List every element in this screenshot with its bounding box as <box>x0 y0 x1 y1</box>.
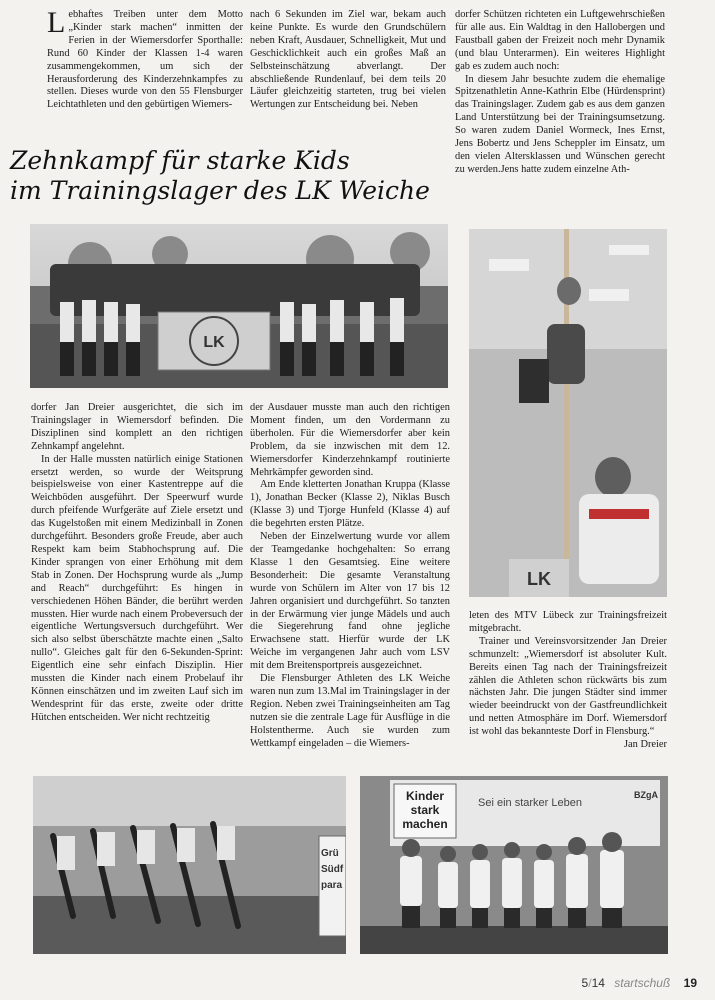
track-sign-text-2: Südf <box>321 864 344 875</box>
kids-banner-line-3: machen <box>402 817 448 831</box>
track-sign-text-1: Grü <box>321 848 339 859</box>
kids-group-photo <box>360 776 668 954</box>
magazine-name: startschuß <box>614 976 671 990</box>
col1-bottom-text: dorfer Jan Dreier ausgerichtet, die sich im Trainingslager in Wiemersdorf befinden. Die Disziplinen sind komplett an den richtigen Zehnkampf angelehnt. In der Halle mussten natürlich einige Stationen ersetzt werden, so wurde der Weitsprung beispielsweise von einer Kastentreppe auf die Weichböden ausgeführt. Der Speerwurf wurde durch pfeifende Wurfgeräte auf Ziele ersetzt und das Kugelstoßen mit einem Medizinball in Zonen durchgeführt. Besonders große Freude, aber auch Respekt kam beim Stabhochsprung auf. Die Kinder sprangen von einer Erhöhung mit dem Stab in Zonen. Der Hochsprung wurde als „Jump and Reach“ durchgeführt: Es hingen in verschiedenen Höhen Bänder, die berührt werden mussten. Hier wurde nach einem Probeversuch der eigentliche Wertungsversuch durchgeführt. Wer sich also selbst überschätzte machte einen „Salto nullo“. Gleiches galt für den 6-Sekunden-Sprint: Eigentlich eine sehr einfach Disziplin. Hier mussten die Kinder nach einem Probelauf ihr Können einschätzen und im zweiten Lauf sich im Wendesprint für das erste, zweite oder dritte Hütchen entscheiden. Wer nicht rechtzeitig <box>31 402 243 723</box>
tug-photo <box>33 776 346 954</box>
col3-top-text: dorfer Schützen richteten ein Luftgewehrschießen für alle aus. Ein Waldtag in den Hallobergen und Faustball gaben der Freizeit noch mehr Dynamik (und blau Unterarmen). Ein weiteres Highlight gab es zudem auch noch: In diesem Jahr besuchte zudem die ehemalige Spitzenathletin Anne-Kathrin Elbe (Hürdensprint) das Trainingslager. Zudem gab es aus dem ganzen Land Unterstützung bei der Trainingsumsetzung. So waren zudem Daniel Wormeck, Ines Ernst, Jens Bobertz und Jens Scheppler im Einsatz, um den vielen Altersklassen und Wünschen gerecht zu werden.Jens hatte zudem einzelne Ath- <box>455 9 665 175</box>
page-footer <box>582 976 697 990</box>
shirt-logo-text: LK <box>527 569 551 589</box>
pole-climb-photo <box>469 229 667 597</box>
headline-line-2: im Trainingslager des LK Weiche <box>10 176 430 205</box>
kids-banner-line-2: stark <box>410 803 440 817</box>
article-headline <box>10 146 455 206</box>
kids-banner-line-1: Kinder <box>405 789 445 803</box>
kids-banner-sign: BZgA <box>634 790 658 800</box>
pole-climb-illustration <box>469 229 667 597</box>
issue-year: 14 <box>591 976 605 990</box>
col2-bottom-text: der Ausdauer musste man auch den richtigen Moment finden, um den Vordermann zu überholen. Für die Wiemersdorfer aber kein Problem, da sie inzwischen mit dem 12. Wiemersdorfer Kinderzehnkampf routinierte Mehrkämpfer geworden sind. Am Ende kletterten Jonathan Kruppa (Klasse 1), Jonathan Becker (Klasse 2), Niklas Busch (Klasse 3) und Tjorge Hunfeld (Klasse 4) auf die begehrten ersten Plätze. Neben der Einzelwertung wurde vor allem der Teamgedanke hochgehalten: So errang Klasse 1 den Gesamtsieg. Eine weitere Besonderheit: Die gesamte Veranstaltung wurde von Schülern im Alter von 17 bis 12 Jahren organisiert und durchgeführt. So tanzten in der Erwärmung vier junge Mädels und auch die Siegerehrung fand ohne jegliche Erwachsene statt. Hierfür wurde der LK Weiche im vergangenen Jahr auch vom LSV mit dem Breitensportpreis ausgezeichnet. Die Flensburger Athleten des LK Weiche waren nun zum 13.Mal im Trainingslager in der Region. Neben zwei Trainingseinheiten am Tag nutzen sie die zentrale Lage für Ausflüge in die Holstentherme. Auch sie wurden zum Wettkampf eingeladen – die Wiemers- <box>250 402 450 749</box>
page-number: 19 <box>683 976 697 990</box>
author-signature: Jan Dreier <box>624 739 667 751</box>
group-photo <box>30 224 448 388</box>
kids-banner-slogan: Sei ein starker Leben <box>478 797 582 809</box>
issue-number: 5 <box>581 976 589 990</box>
col1-top-text: Lebhaftes Treiben unter dem Motto „Kinder stark machen“ inmitten der Ferien in der Wiemersdorfer Sporthalle: Rund 60 Kinder der Klassen 1-4 waren zusammengekommen, um sich der Herausforderung des Kinderzehnkampfes zu stellen. Dieses wurde von den 55 Flensburger Leichtathleten und den gebürtigen Wiemers- <box>47 6 243 111</box>
col3-bottom-text: leten des MTV Lübeck zur Trainingsfreizeit mitgebracht. Trainer und Vereinsvorsitzender Jan Dreier schmunzelt: „Wiemersdorf ist absoluter Kult. Bereits einen Tag nach der Trainingsfreizeit zählen die Athleten schon rückwärts bis zum nächsten Jahr. Die jungen Städter sind immer wieder beeindruckt von der Gastfreundlichkeit und netten Atmosphäre im Dorf. Wiemersdorf ist wohl das bekannteste Dorf in Flensburg.“ Jan Dreier <box>469 610 667 751</box>
drop-cap: L <box>47 6 66 39</box>
headline-line-1: Zehnkampf für starke Kids <box>10 146 350 175</box>
col2-top-text: nach 6 Sekunden im Ziel war, bekam auch keine Punkte. Es wurde den Grundschülern neben Kraft, Ausdauer, Schnelligkeit, Mut und Geschicklichkeit auch ein großes Maß an Selbsteinschätzung abverlangt. Der abschließende Rundenlauf, bei dem teils 20 Läufer gleichzeitig starteten, trug bei vielen Wertungen zur Entscheidung bei. Neben <box>250 9 446 111</box>
banner-logo-text: LK <box>203 334 225 351</box>
kids-group-illustration <box>360 776 668 954</box>
group-photo-illustration <box>30 224 448 388</box>
issue-separator: / <box>588 976 592 990</box>
tug-photo-illustration <box>33 776 346 954</box>
track-sign-text-3: para <box>321 880 343 891</box>
